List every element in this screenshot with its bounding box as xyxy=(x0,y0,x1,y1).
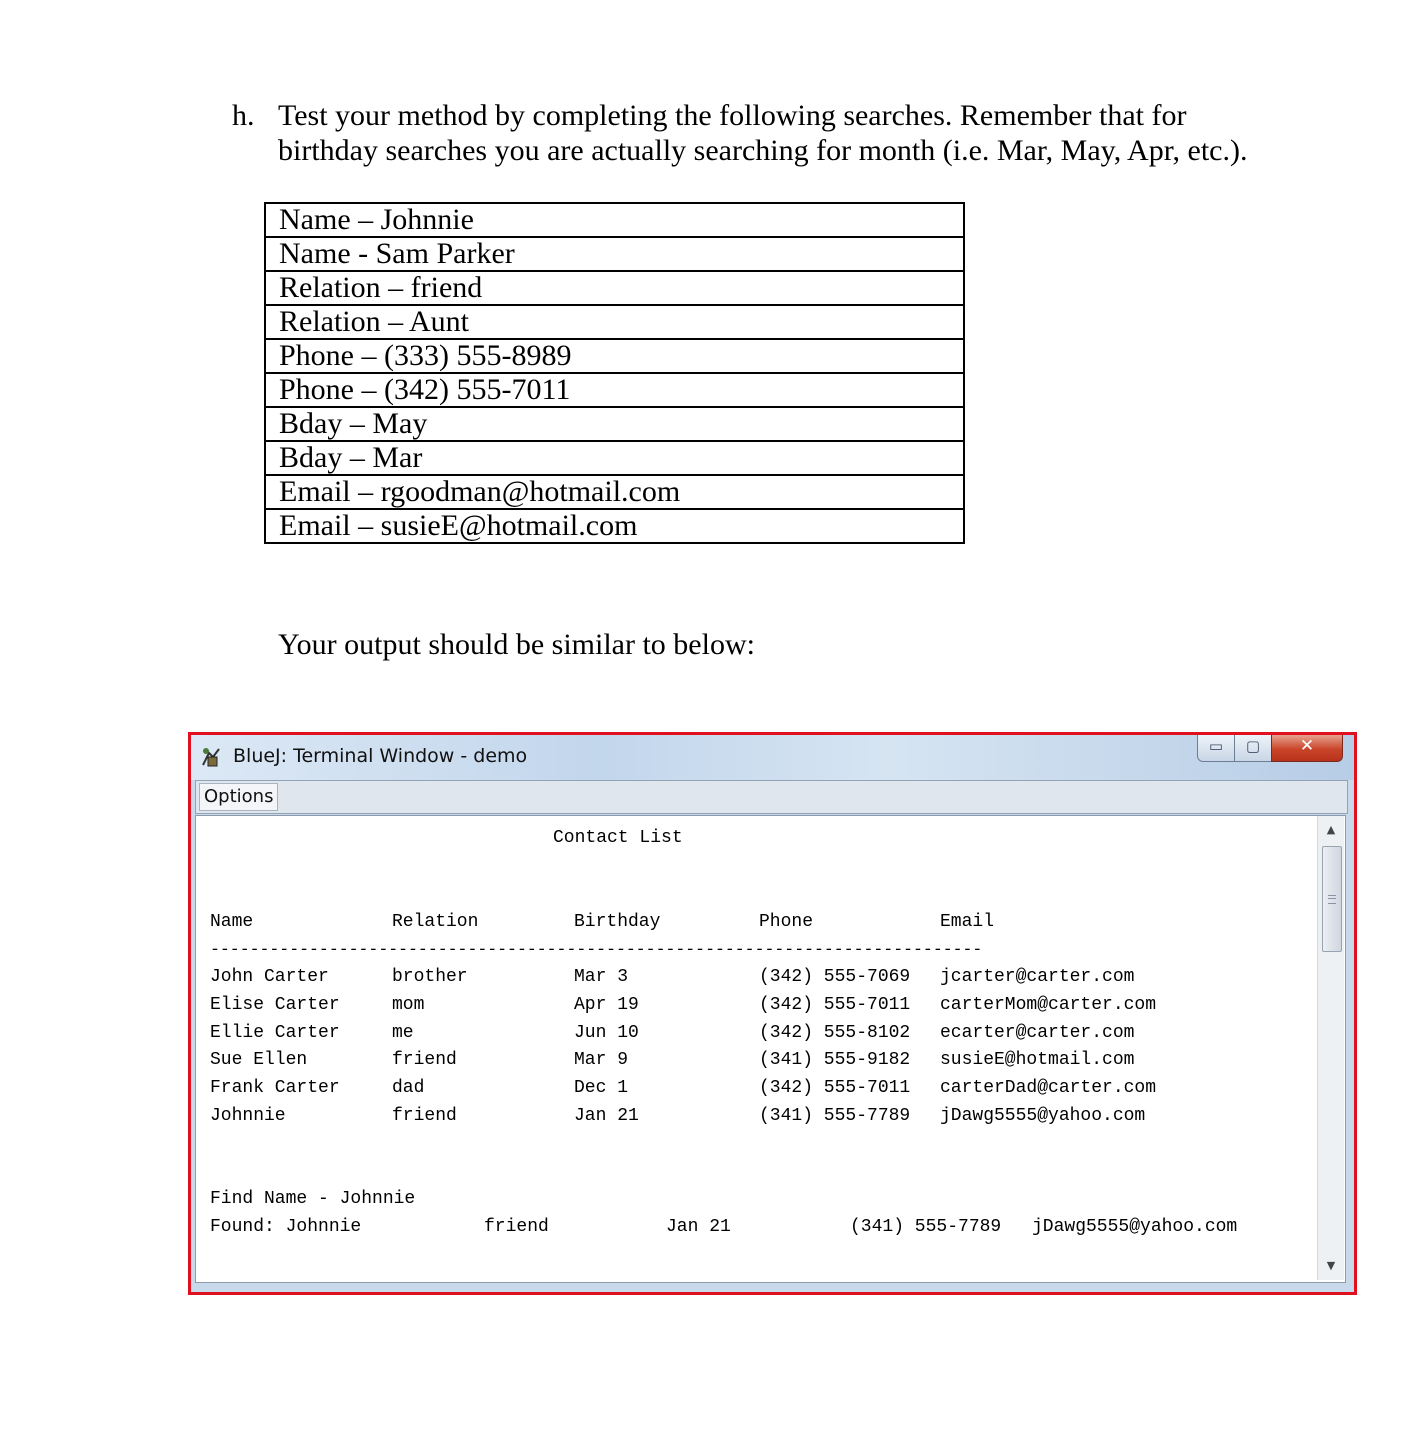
contact-birthday: Mar 3 xyxy=(574,967,629,987)
divider-line: ------------------------------------------------------------------------------ xyxy=(210,940,983,959)
contact-birthday: Apr 19 xyxy=(574,995,639,1015)
table-row xyxy=(265,373,964,407)
table-row xyxy=(265,441,964,475)
found-relation: friend xyxy=(484,1217,549,1237)
contact-phone: (341) 555-9182 xyxy=(759,1050,911,1070)
contact-name: Ellie Carter xyxy=(210,1023,340,1043)
contact-birthday: Jan 21 xyxy=(574,1106,639,1126)
search-cell: Email – rgoodman@hotmail.com xyxy=(265,475,964,509)
contact-name: Frank Carter xyxy=(210,1078,340,1098)
header-name: Name xyxy=(210,912,254,932)
search-cell: Bday – Mar xyxy=(265,441,964,475)
menu-bar xyxy=(195,780,1348,814)
contact-phone: (342) 555-8102 xyxy=(759,1023,911,1043)
found-phone: (341) 555-7789 xyxy=(850,1217,1002,1237)
terminal-title: Contact List xyxy=(553,828,683,848)
scroll-thumb[interactable] xyxy=(1322,846,1342,952)
contact-phone: (342) 555-7011 xyxy=(759,1078,911,1098)
scroll-down-icon[interactable]: ▼ xyxy=(1326,1259,1336,1272)
search-cell: Email – susieE@hotmail.com xyxy=(265,509,964,543)
contact-email: susieE@hotmail.com xyxy=(940,1050,1135,1070)
found-label: Found: Johnnie xyxy=(210,1217,362,1237)
maximize-icon: ▢ xyxy=(1245,737,1261,755)
output-label: Your output should be similar to below: xyxy=(278,628,755,661)
contact-name: Elise Carter xyxy=(210,995,340,1015)
contact-name: Johnnie xyxy=(210,1106,286,1126)
header-email: Email xyxy=(940,912,995,932)
contact-birthday: Jun 10 xyxy=(574,1023,639,1043)
table-row xyxy=(265,407,964,441)
header-phone: Phone xyxy=(759,912,814,932)
contact-phone: (342) 555-7069 xyxy=(759,967,911,987)
vertical-scrollbar[interactable] xyxy=(1317,816,1344,1280)
header-relation: Relation xyxy=(392,912,479,932)
searches-table xyxy=(264,202,965,544)
terminal-window xyxy=(188,732,1357,1295)
search-cell: Phone – (333) 555-8989 xyxy=(265,339,964,373)
table-row xyxy=(265,305,964,339)
table-row xyxy=(265,203,964,237)
title-bar[interactable] xyxy=(191,735,1354,780)
contact-relation: brother xyxy=(392,967,468,987)
maximize-button[interactable] xyxy=(1234,735,1272,762)
contact-name: John Carter xyxy=(210,967,329,987)
contact-name: Sue Ellen xyxy=(210,1050,308,1070)
contact-email: jDawg5555@yahoo.com xyxy=(940,1106,1146,1126)
contact-relation: dad xyxy=(392,1078,425,1098)
scroll-up-icon[interactable]: ▲ xyxy=(1326,823,1336,836)
search-cell: Name - Sam Parker xyxy=(265,237,964,271)
table-row xyxy=(265,509,964,543)
table-row xyxy=(265,339,964,373)
found-email: jDawg5555@yahoo.com xyxy=(1032,1217,1238,1237)
contact-relation: mom xyxy=(392,995,425,1015)
terminal-output xyxy=(195,815,1346,1283)
instruction-line-1: Test your method by completing the following searches. Remember that for xyxy=(278,99,1187,132)
instruction-text xyxy=(278,98,1278,168)
found-birthday: Jan 21 xyxy=(666,1217,731,1237)
close-button[interactable] xyxy=(1271,735,1343,762)
contact-birthday: Mar 9 xyxy=(574,1050,629,1070)
contact-email: jcarter@carter.com xyxy=(940,967,1135,987)
close-icon: ✕ xyxy=(1299,736,1315,756)
contact-phone: (341) 555-7789 xyxy=(759,1106,911,1126)
search-cell: Bday – May xyxy=(265,407,964,441)
search-cell: Name – Johnnie xyxy=(265,203,964,237)
search-cell: Relation – friend xyxy=(265,271,964,305)
search-cell: Relation – Aunt xyxy=(265,305,964,339)
table-row xyxy=(265,237,964,271)
contact-email: carterMom@carter.com xyxy=(940,995,1157,1015)
contact-relation: friend xyxy=(392,1106,457,1126)
contact-phone: (342) 555-7011 xyxy=(759,995,911,1015)
bluej-icon xyxy=(199,745,223,769)
table-row xyxy=(265,475,964,509)
list-marker: h. xyxy=(232,99,255,132)
contact-email: carterDad@carter.com xyxy=(940,1078,1157,1098)
contact-birthday: Dec 1 xyxy=(574,1078,629,1098)
contact-email: ecarter@carter.com xyxy=(940,1023,1135,1043)
window-title: BlueJ: Terminal Window - demo xyxy=(233,745,528,767)
instruction-line-2: birthday searches you are actually searching for month (i.e. Mar, May, Apr, etc.). xyxy=(278,134,1248,167)
header-birthday: Birthday xyxy=(574,912,661,932)
minimize-button[interactable] xyxy=(1197,735,1235,762)
table-row xyxy=(265,271,964,305)
contact-relation: me xyxy=(392,1023,414,1043)
contact-relation: friend xyxy=(392,1050,457,1070)
menu-options[interactable]: Options xyxy=(199,783,278,811)
find-line: Find Name - Johnnie xyxy=(210,1189,416,1209)
minimize-icon: ▭ xyxy=(1208,737,1224,755)
search-cell: Phone – (342) 555-7011 xyxy=(265,373,964,407)
